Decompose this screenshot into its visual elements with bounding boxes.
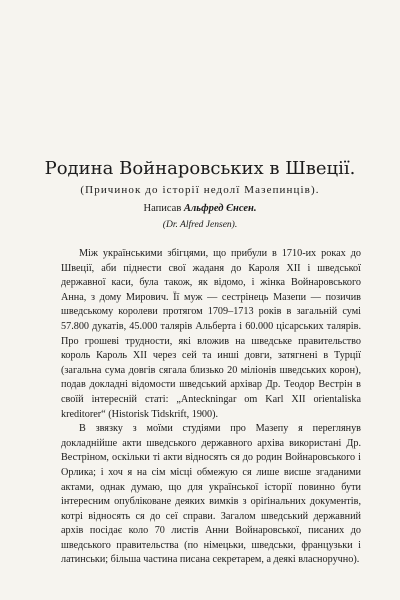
article-body: [61, 247, 361, 568]
author-line: [0, 203, 400, 214]
author-latin-name: (Dr. Alfred Jensen).: [162, 220, 238, 230]
author-name: Альфред Єнсен.: [183, 203, 257, 214]
author-prefix: Написав: [143, 203, 182, 214]
article-title: Родина Войнаровських в Швеції.: [44, 158, 356, 179]
paragraph-1: Між українськими збігцями, що прибули в 1710-их роках до Швеції, аби піднести свої жаданя до Кароля XII і шведської державної каси, була також, як відомо, і жінка Войнаровського Анна, з дому Мирович. Її муж — сестрінець Мазепи — позичив шведському королеви протягом 1709–1713 років в загальній сумі 57.800 дукатів, 45.000 талярів Альберта і 60.000 цісарських талярів. Про грошеві трудности, які вложив на шведське правительство король Кароль XII через сей та инші довги, затягнені в Турції (загальна сума довгів сягала близько 20 міліонів шведських корон), подав докладні відомости шведський архівар Др. Теодор Вестрін в своїй інтересній статі: „Anteckningar om Karl XII orientaliska kreditorer“ (Historisk Tidskrift, 1900).: [61, 248, 361, 420]
paragraph-2: В звязку з моїми студіями про Мазепу я переглянув докладнійше акти шведського державного архіва використані Др. Вестріном, оскільки ті акти відносять ся до родин Войнаровського і Орлика; і хоч я на сім місці обмежую ся лише висше згаданими актами, однак думаю, що для української історії повинно бути інтересним опубліковане деяких вимків з оріґінальних документів, котрі відносять ся до сеї справи. Загалом шведський державний архів посідає коло 70 листів Анни Войнаровської, писаних до шведського правительства (по німецьки, шведськи, французьки і латинськи; більша частина писана секретарем, а деякі власноручно).: [61, 423, 361, 566]
article-subtitle: (Причинок до історії недолї Мазепинців).: [80, 184, 320, 196]
